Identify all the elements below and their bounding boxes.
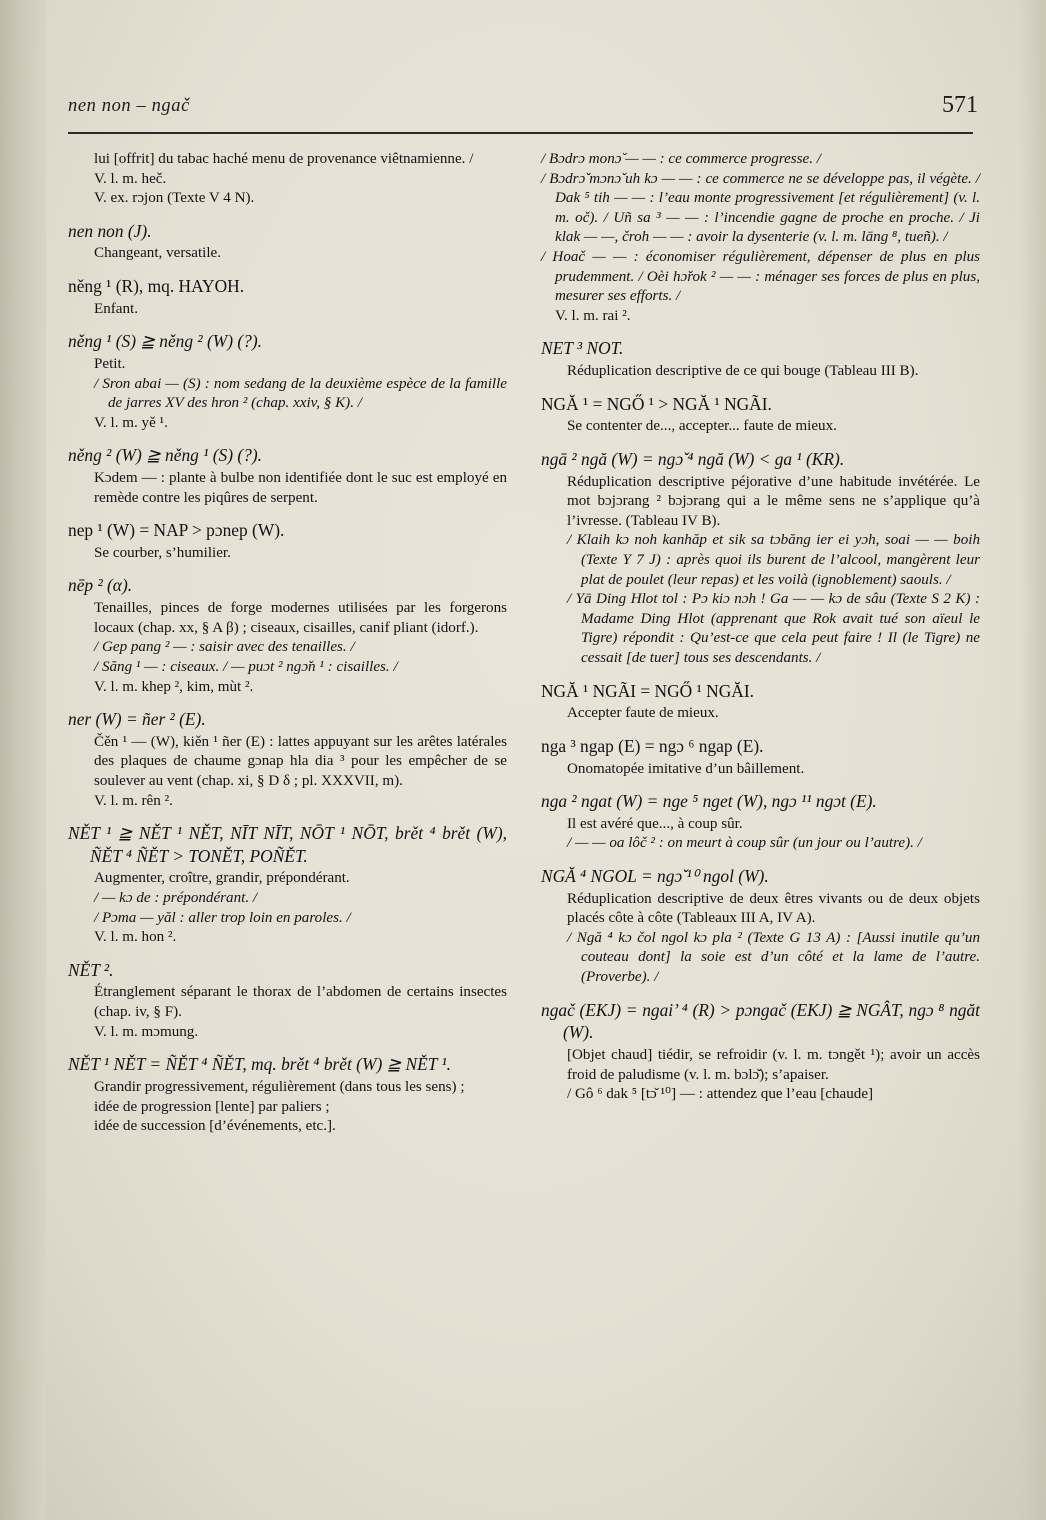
entry-example: / Sron abai — (S) : nom sedang de la deuxième espèce de la famille de jarres XV des hron ² (chap. xxiv, § K). / xyxy=(94,375,507,412)
entry-line: Čěn ¹ — (W), kiěn ¹ ñer (E) : lattes appuyant sur les arêtes latérales des plaques de chaume gɔnap hla dia ³ pour les empêcher de se soulever au vent (chap. xi, § D δ ; pl. XXXVII, m). xyxy=(94,733,507,789)
entry-example: / Bɔdrɔ̌ mɔnɔ̌ uh kɔ — — : ce commerce ne se développe pas, il végète. / Dak ⁵ tih — — : l’eau monte progressivement [et régulièrement] (v. l. m. oč). / Uñ sa ³ — — : l’incendie gagne de proche en proche. / Ji klak — —, čroh — — : avoir la dysenterie (v. l. m. lāng ⁸, tueñ). / xyxy=(541,170,980,246)
dictionary-entry xyxy=(68,708,507,811)
entry-line: V. l. m. rên ². xyxy=(94,792,173,809)
right-column xyxy=(541,150,980,1148)
dictionary-entry xyxy=(68,1053,507,1136)
entry-line: Accepter faute de mieux. xyxy=(567,705,719,722)
entry-line: Onomatopée imitative d’un bâillement. xyxy=(567,760,805,777)
entry-line: lui [offrit] du tabac haché menu de provenance viêtnamienne. / xyxy=(94,151,474,167)
entry-lemma: NGĂ ¹ = NGŐ ¹ > NGĂ ¹ NGÃI. xyxy=(541,393,772,414)
entry-line: Réduplication descriptive de ce qui bouge (Tableau III B). xyxy=(567,363,919,380)
entry-lemma: nep ¹ (W) = NAP > pɔnep (W). xyxy=(68,520,285,541)
entry-lemma: NET ³ NOT. xyxy=(541,338,624,359)
entry-line: [Objet chaud] tiédir, se refroidir (v. l. m. tɔngět ¹); avoir un accès froid de paludisme (v. l. m. bɔlɔ̌); s’apaiser. xyxy=(567,1046,980,1083)
page-number: 571 xyxy=(942,92,978,118)
entry-example: / Bɔdrɔ monɔ̌ — — : ce commerce progresse. / xyxy=(541,151,821,167)
entry-line: V. l. m. heč. xyxy=(94,170,167,187)
entry-lemma: nga ³ ngap (E) = ngɔ ⁶ ngap (E). xyxy=(541,735,764,756)
entry-example: / Ngă ⁴ kɔ čol ngol kɔ pla ² (Texte G 13 A) : [Aussi inutile qu’un couteau dont] la soie est d’un côté et la lame de l’autre. (Proverbe). / xyxy=(567,929,980,986)
entry-line: Réduplication descriptive de deux êtres vivants ou de deux objets placés côte à côte (Tableaux III A, IV A). xyxy=(567,890,980,927)
entry-line: V. l. m. hon ². xyxy=(94,929,177,946)
dictionary-entry xyxy=(68,220,507,264)
entry-line: V. l. m. rai ². xyxy=(555,307,631,324)
entry-continuation xyxy=(68,150,507,209)
entry-line: Tenailles, pinces de forge modernes utilisées par les forgerons locaux (chap. xx, § A β) ; ciseaux, cisailles, canif pliant (idorf.). xyxy=(94,600,507,636)
entry-lemma: něng ¹ (S) ≧ něng ² (W) (?). xyxy=(68,331,263,352)
dictionary-entry xyxy=(68,444,507,508)
entry-line: Se courber, s’humilier. xyxy=(94,544,231,561)
entry-lemma: něng ² (W) ≧ něng ¹ (S) (?). xyxy=(68,445,263,466)
entry-line: Se contenter de..., accepter... faute de mieux. xyxy=(567,418,837,435)
entry-line: Petit. xyxy=(94,355,126,372)
entry-line: Grandir progressivement, régulièrement (dans tous les sens) ; xyxy=(94,1078,465,1095)
entry-line: V. l. m. khep ², kim, mùt ². xyxy=(94,678,254,695)
entry-example: / Hoač — — : économiser régulièrement, dépenser de plus en plus prudemment. / Oèi hɔ̌rok ² — — : ménager ses forces de plus en plus, mesurer ses efforts. / xyxy=(541,249,980,305)
entry-lemma: nen non (J). xyxy=(68,220,152,241)
left-column xyxy=(60,150,507,1148)
book-gutter-shadow xyxy=(0,0,46,1520)
dictionary-entry xyxy=(68,959,507,1042)
entry-line: V. l. m. mɔmung. xyxy=(94,1023,199,1040)
dictionary-entry xyxy=(541,448,980,669)
entry-example: / Gep pang ² — : saisir avec des tenailles. / xyxy=(94,639,355,656)
head-rule xyxy=(68,132,973,134)
entry-lemma: nga ² ngat (W) = nge ⁵ nget (W), ngɔ ¹¹ ngɔt (E). xyxy=(541,791,877,812)
dictionary-entry xyxy=(68,330,507,433)
two-column-body xyxy=(60,150,980,1148)
entry-line: V. l. m. yě ¹. xyxy=(94,414,168,431)
dictionary-entry xyxy=(541,393,980,437)
entry-example: / — — oa lôč ² : on meurt à coup sûr (un jour ou l’autre). / xyxy=(567,835,922,852)
entry-line: idée de progression [lente] par paliers ; xyxy=(94,1098,330,1115)
entry-line: Kɔdem — : plante à bulbe non identifiée dont le suc est employé en remède contre les piqûres de serpent. xyxy=(94,469,507,506)
entry-line: Réduplication descriptive péjorative d’une habitude invétérée. Le mot bɔjɔrang ² bɔjɔrang qui a le même sens ne s’applique qu’à l’ivresse. (Tableau IV B). xyxy=(567,473,980,529)
entry-lemma: ngač (EKJ) = ngai’ ⁴ (R) > pɔngač (EKJ) ≧ NGÂT, ngɔ ⁸ ngăt (W). xyxy=(541,999,980,1043)
dictionary-entry xyxy=(68,574,507,697)
dictionary-entry xyxy=(541,680,980,724)
entry-line: Il est avéré que..., à coup sûr. xyxy=(567,815,743,832)
dictionary-entry xyxy=(68,275,507,319)
entry-example: / Yā Ding Hlot tol : Pɔ kiɔ nɔh ! Ga — — kɔ de sâu (Texte S 2 K) : Madame Ding Hlot (apprenant que Rok avait tué son aïeul le Tigre) répondit : Qu’est-ce que cela peut faire ! Il (le Tigre) ne cessait [de tuer] tous ses descendants. / xyxy=(567,591,980,667)
running-head xyxy=(60,92,980,130)
dictionary-entry xyxy=(541,865,980,988)
entry-example: / Klaih kɔ noh kanhăp et sik sa tɔbăng ier ei yɔh, soai — — boih (Texte Y 7 J) : après quoi ils burent de l’alcool, mangèrent leur plat de poulet (leur repas) et les voilà (ignoblement) saouls. / xyxy=(567,532,980,588)
running-head-text: nen non – ngač xyxy=(68,96,190,116)
entry-continuation xyxy=(541,150,980,326)
page-content xyxy=(60,92,980,1436)
entry-example: / Pɔma — yăl : aller trop loin en paroles. / xyxy=(94,909,351,926)
entry-line: Augmenter, croître, grandir, prépondérant. xyxy=(94,870,350,887)
entry-line: Étranglement séparant le thorax de l’abdomen de certains insectes (chap. iv, § F). xyxy=(94,984,507,1021)
dictionary-entry xyxy=(68,822,507,948)
entry-lemma: něng ¹ (R), mq. HAYOH. xyxy=(68,276,245,297)
entry-lemma: NGĂ ¹ NGÃI = NGŐ ¹ NGĂI. xyxy=(541,680,754,701)
dictionary-entry xyxy=(541,790,980,854)
entry-example: / Săng ¹ — : ciseaux. / — puɔt ² ngɔ̌n ¹ : cisailles. / xyxy=(94,658,398,675)
entry-lemma: NGĂ ⁴ NGOL = ngɔ̌ ¹⁰ ngol (W). xyxy=(541,865,769,886)
entry-lemma: ner (W) = ñer ² (E). xyxy=(68,709,206,730)
entry-lemma: ngā ² ngă (W) = ngɔ̌ ⁴ ngă (W) < ga ¹ (KR). xyxy=(541,448,845,469)
dictionary-entry xyxy=(541,999,980,1105)
entry-lemma: NĚT ¹ NĚT = ÑĚT ⁴ ÑĚT, mq. brět ⁴ brět (W) ≧ NĚT ¹. xyxy=(68,1054,452,1075)
entry-line: Changeant, versatile. xyxy=(94,245,221,262)
entry-lemma: NĚT ¹ ≧ NĚT ¹ NĚT, NĪT NĪT, NŌT ¹ NŌT, brět ⁴ brět (W), ÑĚT ⁴ ÑĚT > TONĚT, POÑĚT. xyxy=(68,823,507,866)
page-edge-shadow xyxy=(1020,0,1046,1520)
dictionary-entry xyxy=(541,735,980,779)
entry-lemma: nēp ² (α). xyxy=(68,575,133,596)
entry-example: / — kɔ de : prépondérant. / xyxy=(94,890,258,907)
entry-line: Enfant. xyxy=(94,300,139,317)
entry-line: V. ex. rɔjon (Texte V 4 N). xyxy=(94,190,255,207)
dictionary-entry xyxy=(68,519,507,563)
entry-line: / Gô ⁶ dak ⁵ [tɔ̌ ¹⁰] — : attendez que l’eau [chaude] xyxy=(567,1086,874,1103)
dictionary-entry xyxy=(541,337,980,381)
entry-line: idée de succession [d’événements, etc.]. xyxy=(94,1118,336,1135)
entry-lemma: NĚT ². xyxy=(68,959,114,980)
